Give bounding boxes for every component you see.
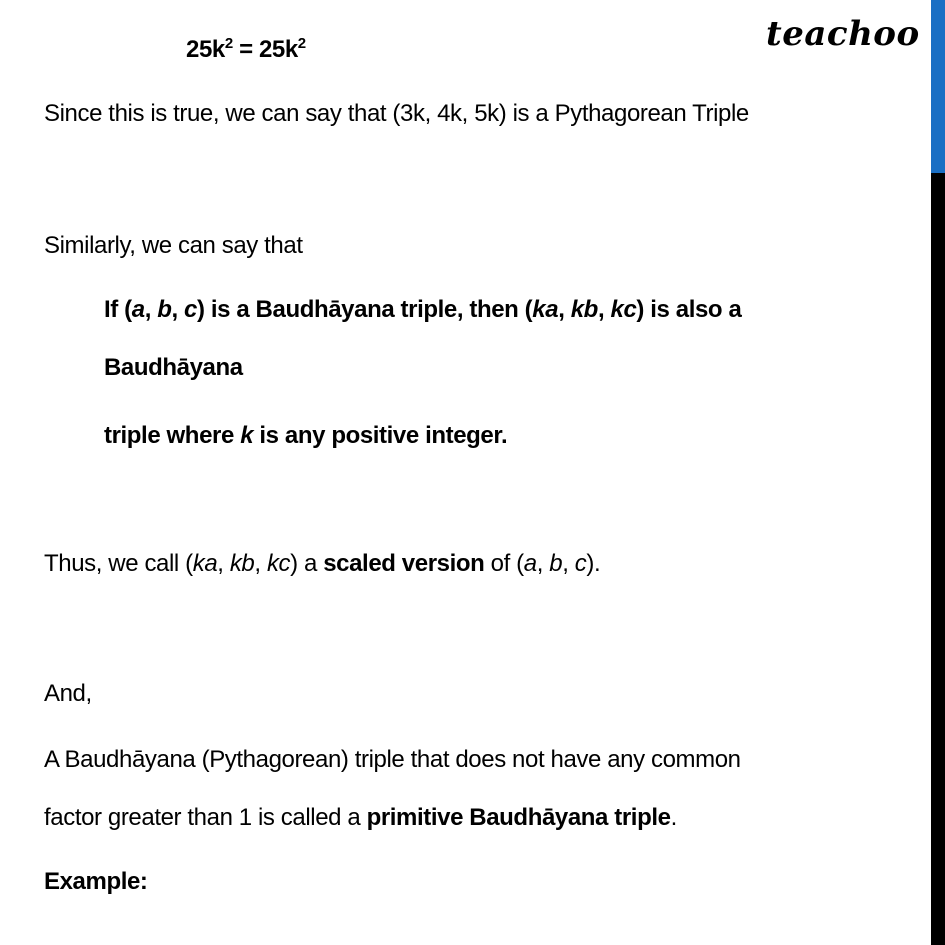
text: triple where [104, 422, 241, 449]
text: ) is a Baudhāyana triple, then ( [197, 296, 533, 323]
var-a: a [131, 296, 145, 323]
equation [186, 34, 306, 66]
text: , [144, 296, 158, 323]
term-scaled-version: scaled version [323, 550, 485, 577]
var-kc: kc [266, 550, 291, 577]
exponent: 2 [297, 35, 306, 52]
var-kb: kb [229, 550, 255, 577]
text: If ( [104, 296, 132, 323]
definition-line-1: A Baudhāyana (Pythagorean) triple that does not have any common [44, 746, 741, 773]
theorem-line-3 [104, 420, 507, 452]
var-b: b [549, 550, 563, 577]
text: , [558, 296, 571, 323]
similarly-statement: Similarly, we can say that [44, 232, 303, 259]
text: Thus, we call ( [44, 550, 193, 577]
definition-line-2 [44, 802, 677, 834]
text: ) a [290, 550, 324, 577]
example-label: Example: [44, 868, 148, 895]
equation-lhs: 25k [186, 36, 225, 63]
slide-side-bar [931, 0, 945, 945]
text: ). [586, 550, 601, 577]
term-primitive-triple: primitive Baudhāyana triple [366, 804, 671, 831]
var-a: a [523, 550, 537, 577]
exponent: 2 [224, 35, 233, 52]
since-statement: Since this is true, we can say that (3k, 4k, 5k) is a Pythagorean Triple [44, 100, 749, 127]
var-c: c [574, 550, 587, 577]
teachoo-logo: teachoo [766, 14, 920, 54]
theorem-line-1 [104, 294, 741, 326]
text: , [171, 296, 185, 323]
text: , [597, 296, 611, 323]
var-kc: kc [610, 296, 637, 323]
var-ka: ka [192, 550, 218, 577]
var-b: b [157, 296, 172, 323]
text: , [254, 550, 267, 577]
var-kb: kb [570, 296, 598, 323]
text: , [562, 550, 575, 577]
slide-side-bar-accent [931, 0, 945, 173]
text: , [536, 550, 550, 577]
text: ) is also a [636, 296, 742, 323]
equals-sign: = [232, 36, 259, 63]
var-k: k [240, 422, 254, 449]
var-ka: ka [532, 296, 559, 323]
text: . [670, 804, 677, 831]
text: factor greater than 1 is called a [44, 804, 367, 831]
thus-statement [44, 548, 600, 580]
equation-rhs: 25k [258, 36, 298, 63]
text: of ( [484, 550, 524, 577]
theorem-line-2: Baudhāyana [104, 354, 243, 381]
and-statement: And, [44, 680, 92, 707]
text: is any positive integer. [253, 422, 508, 449]
text: , [217, 550, 230, 577]
var-c: c [184, 296, 197, 323]
